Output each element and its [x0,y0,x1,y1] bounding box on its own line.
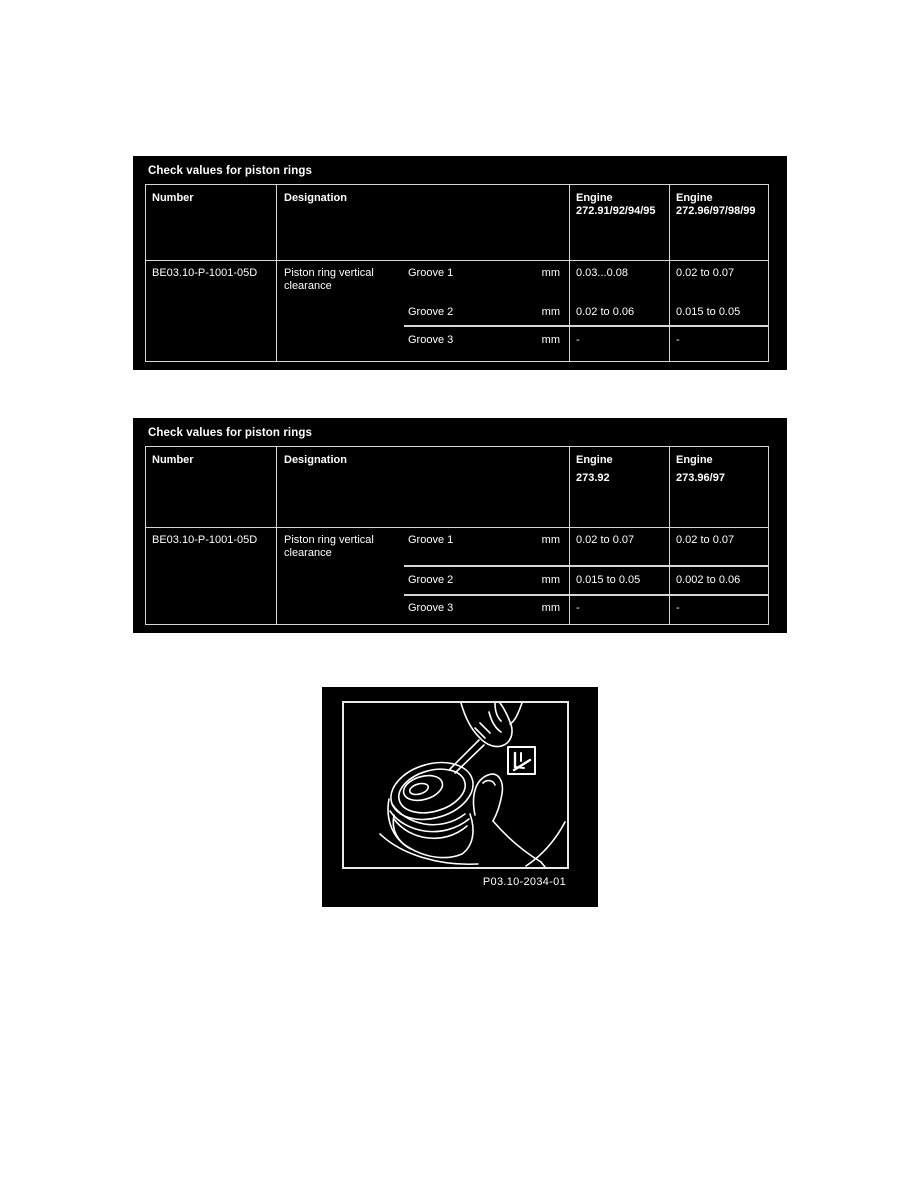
figure-caption: P03.10-2034-01 [482,876,566,888]
engine-label: Engine [676,192,713,204]
groove-label: Groove 3 [408,334,454,346]
table-grid [145,184,769,362]
value-engine-a: - [576,602,580,614]
feeler-gauge-icon [508,747,535,774]
column-divider [276,447,278,624]
col-header-engine-a [576,454,613,485]
table-title: Check values for piston rings [148,165,312,177]
groove-row [408,602,560,615]
groove-unit: mm [541,306,560,318]
piston-figure-panel [322,687,598,907]
figure-frame [342,701,569,869]
value-engine-b: - [676,334,680,346]
table-grid [145,446,769,625]
header-divider [146,260,768,262]
col-header-engine-b [676,192,756,218]
piston [384,753,480,857]
upper-hand [461,703,522,747]
col-header-designation: Designation [284,454,347,466]
groove-unit: mm [541,574,560,586]
engine-models: 273.96/97 [676,472,725,484]
engine-label: Engine [676,454,713,466]
engine-models: 272.96/97/98/99 [676,205,756,217]
groove-label: Groove 3 [408,602,454,614]
column-divider [669,185,671,361]
groove-label: Groove 1 [408,534,454,546]
row-divider [404,594,768,596]
groove-row [408,334,560,347]
col-header-engine-b [676,454,725,485]
value-engine-b: 0.02 to 0.07 [676,267,735,279]
value-engine-a: 0.02 to 0.07 [576,534,635,546]
col-header-number: Number [152,454,194,466]
col-header-engine-a [576,192,656,218]
groove-label: Groove 2 [408,574,454,586]
row-divider [404,325,768,327]
row-number: BE03.10-P-1001-05D [152,534,258,546]
piston-measurement-drawing [344,703,567,867]
groove-label: Groove 2 [408,306,454,318]
engine-label: Engine [576,192,613,204]
groove-label: Groove 1 [408,267,454,279]
col-header-number: Number [152,192,194,204]
engine-models: 273.92 [576,472,610,484]
value-engine-a: - [576,334,580,346]
header-divider [146,527,768,529]
groove-unit: mm [541,534,560,546]
check-values-table-2 [133,418,787,633]
row-designation: Piston ring vertical clearance [284,534,374,559]
engine-label: Engine [576,454,613,466]
value-engine-a: 0.02 to 0.06 [576,306,635,318]
groove-row [408,534,560,547]
value-engine-b: 0.015 to 0.05 [676,306,741,318]
row-divider [404,565,768,567]
table-title: Check values for piston rings [148,427,312,439]
value-engine-b: 0.002 to 0.06 [676,574,741,586]
groove-unit: mm [541,602,560,614]
value-engine-b: 0.02 to 0.07 [676,534,735,546]
groove-row [408,574,560,587]
value-engine-b: - [676,602,680,614]
column-divider [276,185,278,361]
groove-row [408,267,560,280]
value-engine-a: 0.03...0.08 [576,267,628,279]
groove-unit: mm [541,334,560,346]
row-designation: Piston ring vertical clearance [284,267,374,292]
groove-row [408,306,560,319]
engine-models: 272.91/92/94/95 [576,205,656,217]
column-divider [569,447,571,624]
row-number: BE03.10-P-1001-05D [152,267,258,279]
groove-unit: mm [541,267,560,279]
value-engine-a: 0.015 to 0.05 [576,574,641,586]
column-divider [669,447,671,624]
check-values-table-1 [133,156,787,370]
column-divider [569,185,571,361]
col-header-designation: Designation [284,192,347,204]
